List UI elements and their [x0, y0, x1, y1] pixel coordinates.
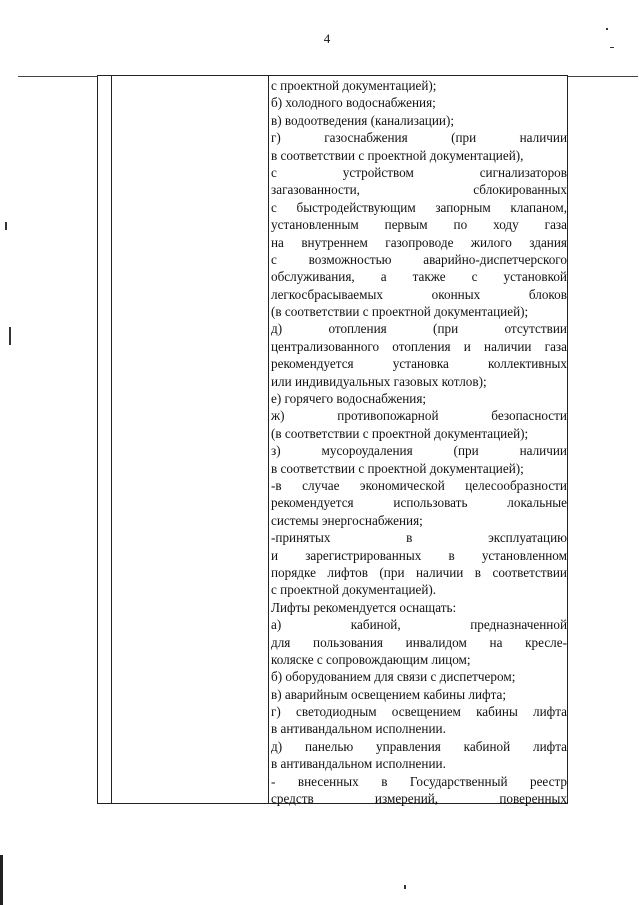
- text-line: или индивидуальных газовых котлов);: [271, 373, 487, 389]
- scan-speck: [404, 885, 406, 889]
- text-line: рекомендуется использовать локальные: [271, 495, 567, 511]
- text-line: з) мусороудаления (при наличии: [271, 443, 567, 459]
- scan-speck: [606, 28, 608, 30]
- text-line: с проектной документацией);: [271, 78, 437, 93]
- table-column-divider-1: [111, 76, 112, 803]
- text-line: с устройством сигнализаторов: [271, 164, 567, 180]
- text-line: б) оборудованием для связи с диспетчером;: [271, 669, 516, 685]
- text-line: средств измерений, поверенных: [271, 791, 567, 807]
- text-line: е) горячего водоснабжения;: [271, 391, 427, 407]
- text-line: рекомендуется установка коллективных: [271, 356, 567, 372]
- text-line: на внутреннем газопроводе жилого здания: [271, 234, 567, 250]
- text-line: д) отопления (при отсутствии: [271, 321, 567, 337]
- text-line: д) панелью управления кабиной лифта: [271, 738, 567, 754]
- text-line: Лифты рекомендуется оснащать:: [271, 599, 457, 615]
- text-line: установленным первым по ходу газа: [271, 217, 567, 233]
- text-line: в антивандальном исполнении.: [271, 756, 446, 772]
- text-line: с быстродействующим запорным клапаном,: [271, 199, 567, 215]
- text-line: (в соответствии с проектной документацией);: [271, 304, 529, 320]
- scan-speck: [5, 222, 7, 230]
- scan-speck: [610, 47, 614, 48]
- table-cell-requirements-text: [271, 77, 567, 807]
- text-line: г) газоснабжения (при наличии: [271, 130, 567, 146]
- text-line: а) кабиной, предназначенной: [271, 617, 567, 633]
- text-line: в соответствии с проектной документацией),: [271, 147, 524, 163]
- text-line: с возможностью аварийно-диспетчерского: [271, 251, 567, 267]
- text-line: коляске с сопровождающим лицом;: [271, 651, 471, 667]
- text-line: в антивандальном исполнении.: [271, 721, 446, 737]
- text-line: -в случае экономической целесообразности: [271, 477, 567, 493]
- text-line: централизованного отопления и наличии газа: [271, 338, 567, 354]
- scan-speck: [9, 327, 11, 345]
- text-line: в) водоотведения (канализации);: [271, 112, 455, 128]
- text-line: (в соответствии с проектной документацией);: [271, 425, 529, 441]
- text-line: - внесенных в Государственный реестр: [271, 773, 567, 789]
- text-line: г) светодиодным освещением кабины лифта: [271, 704, 567, 720]
- table-top-rule-left: [18, 76, 98, 77]
- text-line: ж) противопожарной безопасности: [271, 408, 567, 424]
- page-number: 4: [323, 31, 331, 46]
- text-line: для пользования инвалидом на кресле-: [271, 634, 567, 650]
- scan-edge-bar: [0, 855, 3, 905]
- text-line: в соответствии с проектной документацией);: [271, 460, 524, 476]
- text-line: загазованности, сблокированных: [271, 182, 567, 198]
- text-line: системы энергоснабжения;: [271, 512, 423, 528]
- text-line: порядке лифтов (при наличии в соответствии: [271, 564, 567, 580]
- table-column-divider-2: [268, 76, 269, 803]
- text-line: и зарегистрированных в установленном: [271, 547, 567, 563]
- text-line: легкосбрасываемых оконных блоков: [271, 286, 567, 302]
- text-line: -принятых в эксплуатацию: [271, 530, 567, 546]
- text-line: с проектной документацией).: [271, 582, 437, 598]
- text-line: б) холодного водоснабжения;: [271, 95, 436, 111]
- text-line: обслуживания, а также с установкой: [271, 269, 567, 285]
- text-line: в) аварийным освещением кабины лифта;: [271, 686, 507, 702]
- table-top-rule-right: [568, 76, 638, 77]
